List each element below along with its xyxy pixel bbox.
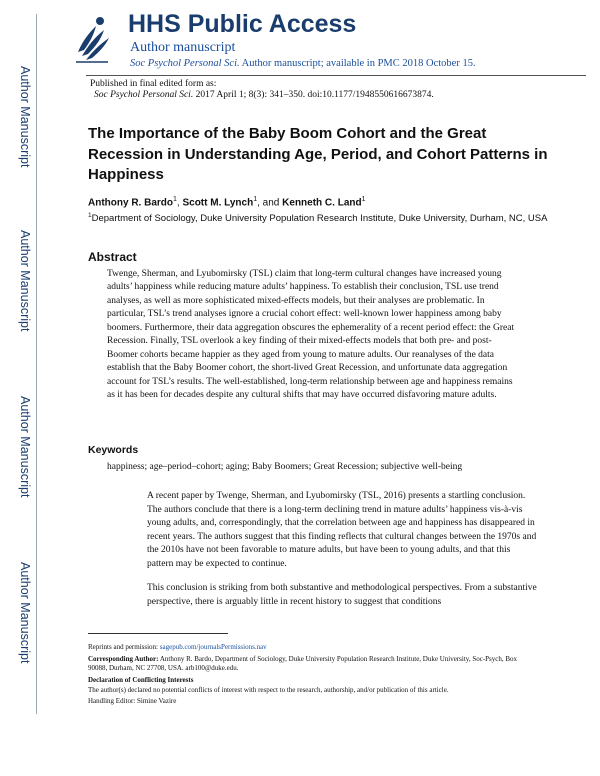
author-name: Anthony R. Bardo — [88, 197, 173, 209]
handling-editor: Handling Editor: Simine Vazire — [88, 697, 177, 705]
published-label: Published in final edited form as: — [90, 79, 217, 89]
body-paragraph: This conclusion is striking from both substantive and methodological perspectives. From a substantive perspective, there is arguably little in recent history to suggest that conditions — [147, 583, 537, 607]
keywords-list: happiness; age–period–cohort; aging; Baby Boomers; Great Recession; subjective well-being — [107, 462, 463, 472]
conflict-heading — [88, 676, 518, 685]
sidebar-label: Author Manuscript — [18, 562, 32, 664]
affiliation-marker: 1 — [88, 212, 92, 219]
abstract-heading: Abstract — [88, 250, 137, 264]
sidebar-label: Author Manuscript — [18, 396, 32, 498]
sidebar-label: Author Manuscript — [18, 66, 32, 168]
header-subtitle: Author manuscript — [130, 40, 236, 55]
footnote-divider — [88, 633, 228, 634]
citation-details: 2017 April 1; 8(3): 341–350. doi:10.1177/1948550616673874. — [193, 90, 434, 100]
article-title: The Importance of the Baby Boom Cohort and the Great Recession in Understanding Age, Period, and Cohort Patterns in Happiness — [88, 125, 548, 183]
author-name: Scott M. Lynch — [182, 197, 254, 209]
sidebar-label: Author Manuscript — [18, 230, 32, 332]
author-affil-marker: 1 — [253, 196, 258, 203]
author-name: Kenneth C. Land — [282, 197, 362, 209]
header-title: HHS Public Access — [128, 10, 357, 38]
abstract-body: Twenge, Sherman, and Lyubomirsky (TSL) claim that long-term cultural changes have increased young adults’ happiness while reducing mature adults’ happiness. To establish their conclusion, TSL use trend analyses, as well as more sophisticated mixed-effects models, but their analyses are problematic. In particular, TSL’s trend analyses ignore a crucial cohort effect: well-known lower happiness among baby boomers. Furthermore, their data aggregation obscures the ephemerality of a recent period effect: the Great Recession. Finally, TSL overlook a key finding of their mixed-effects models that both pre- and post-Boomer cohorts became happier as they aged from young to mature adults. Our reanalyses of the data establish that the Baby Boomer cohort, the short-lived Great Recession, and unfortunate data aggregation account for TSL’s results. The well-established, long-term relationship between age and happiness remains as it has been for decades despite any cultural shifts that may have occurred disfavoring mature adults. — [107, 269, 515, 401]
sidebar-rule — [36, 14, 37, 714]
corresponding-author-note — [88, 655, 518, 674]
author-separator: , — [176, 197, 183, 209]
author-list — [88, 196, 366, 208]
author-affil-marker: 1 — [361, 196, 366, 203]
citation-journal: Soc Psychol Personal Sci. — [94, 90, 194, 100]
keywords-heading: Keywords — [88, 444, 139, 456]
reprints-note — [88, 643, 518, 652]
header-divider — [86, 75, 586, 76]
affiliation-text: Department of Sociology, Duke University Population Research Institute, Duke University, Durham, NC, USA — [91, 213, 548, 225]
hhs-eagle-logo-icon — [74, 12, 112, 64]
author-affil-marker: 1 — [173, 196, 177, 203]
author-separator: , and — [257, 197, 283, 209]
conflict-label: Declaration of Conflicting Interests — [88, 676, 194, 684]
corresponding-label: Corresponding Author: — [88, 655, 159, 663]
journal-availability — [130, 58, 476, 69]
availability-text: Author manuscript; available in PMC 2018 October 15. — [239, 58, 476, 69]
journal-name: Soc Psychol Personal Sci. — [130, 58, 240, 69]
corresponding-text: Anthony R. Bardo, Department of Sociology, Duke University Population Research Institute, Duke University, Soc-Psych, Box 90088, Durham, NC 27708, USA. arb100@duke.edu. — [88, 655, 518, 673]
affiliation — [88, 209, 558, 226]
reprints-link[interactable]: sagepub.com/journalsPermissions.nav — [159, 643, 267, 651]
citation — [94, 90, 434, 100]
body-paragraph: A recent paper by Twenge, Sherman, and Lyubomirsky (TSL, 2016) presents a startling conclusion. The authors conclude that there is a long-term declining trend in mature adults’ happiness vis-à-vis young adults, and, correspondingly, that the correlation between age and happiness has disappeared in recent years. The authors suggest that this finding reflects that cultural changes between the 1970s and the 2010s have not been favorable to mature adults, but have been to young adults, and that this pattern may be expected to continue. — [147, 491, 537, 569]
conflict-text: The author(s) declared no potential conflicts of interest with respect to the research, authorship, and/or publication of this article. — [88, 686, 449, 694]
reprints-label: Reprints and permission: — [88, 643, 160, 651]
